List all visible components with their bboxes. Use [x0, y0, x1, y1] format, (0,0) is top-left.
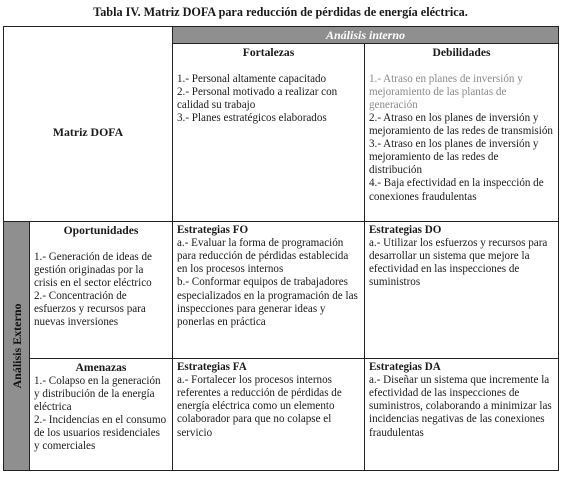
estrategia-do-item: a.- Utilizar los esfuerzos y recursos para desarrollar un sistema que mejore la efectividad en las inspecciones de suministros [369, 237, 548, 289]
estrategias-da-title: Estrategias DA [369, 361, 441, 374]
analisis-externo-label: Análisis Externo [9, 303, 24, 389]
oportunidad-item: 2.- Concentración de esfuerzos y recursos para nuevas inversiones [34, 290, 146, 329]
debilidades-cell [365, 44, 559, 222]
estrategia-fa-item: a.- Fortalecer los procesos internos referentes a reducción de pérdidas de energía eléctrica como un elemento colaborador para que no colapse el servicio [177, 374, 342, 439]
estrategias-do-title: Estrategias DO [369, 224, 442, 237]
estrategias-fa-title: Estrategias FA [177, 361, 247, 374]
amenazas-title: Amenazas [75, 361, 127, 375]
estrategia-fo-item: b.- Conformar equipos de trabajadores especializados en la programación de las inspecciones para generar ideas y ponerlas en práctica [177, 276, 358, 328]
matriz-dofa-label [4, 44, 173, 222]
debilidad-item: 1.- Atraso en planes de inversión y mejoramiento de las plantas de generación [369, 72, 523, 111]
amenazas-row [4, 359, 559, 471]
debilidad-item: 3.- Atraso en los planes de inversión y mejoramiento de las redes de distribución [369, 138, 539, 177]
amenaza-item: 1.- Colapso en la generación y distribución de la energía eléctrica [34, 374, 161, 413]
analisis-externo-side [4, 222, 30, 471]
dofa-table [3, 26, 559, 471]
estrategia-da-item: a.- Diseñar un sistema que incremente la efectividad de las inspecciones de suministros, colaborando a minimizar las incidencias negativas de las conexiones fraudulentas [369, 374, 552, 439]
estrategias-fa-cell [173, 359, 365, 471]
estrategias-fo-cell [173, 222, 365, 359]
estrategia-fo-item: a.- Evaluar la forma de programación para reducción de pérdidas establecida en los procesos internos [177, 237, 349, 276]
matriz-dofa-text: Matriz DOFA [52, 124, 124, 139]
fortaleza-item: 3.- Planes estratégicos elaborados [177, 112, 327, 125]
top-left-empty-cell [4, 27, 173, 44]
debilidades-title: Debilidades [432, 46, 491, 60]
amenaza-item: 2.- Incidencias en el consumo de los usuarios residenciales y comerciales [34, 414, 167, 453]
debilidad-item: 4.- Baja efectividad en la inspección de conexiones fraudulentas [369, 177, 544, 203]
table-caption: Tabla IV. Matriz DOFA para reducción de pérdidas de energía eléctrica. [93, 5, 468, 19]
estrategias-fo-title: Estrategias FO [177, 224, 249, 237]
oportunidades-row [4, 222, 559, 359]
fortalezas-cell [173, 44, 365, 222]
oportunidades-title: Oportunidades [63, 224, 139, 238]
fortaleza-item: 1.- Personal altamente capacitado [177, 72, 327, 85]
internal-row [4, 44, 559, 222]
fortalezas-title: Fortalezas [242, 46, 295, 60]
header-row [4, 27, 559, 44]
fortaleza-item: 2.- Personal motivado a realizar con calidad su trabajo [177, 85, 338, 111]
oportunidades-cell [30, 222, 173, 359]
oportunidad-item: 1.- Generación de ideas de gestión originadas por la crisis en el sector eléctrico [34, 250, 152, 289]
amenazas-cell [30, 359, 173, 471]
analisis-interno-header: Análisis interno [173, 27, 559, 44]
debilidad-item: 2.- Atraso en los planes de inversión y mejoramiento de las redes de transmisión [369, 112, 553, 138]
estrategias-do-cell [365, 222, 559, 359]
estrategias-da-cell [365, 359, 559, 471]
